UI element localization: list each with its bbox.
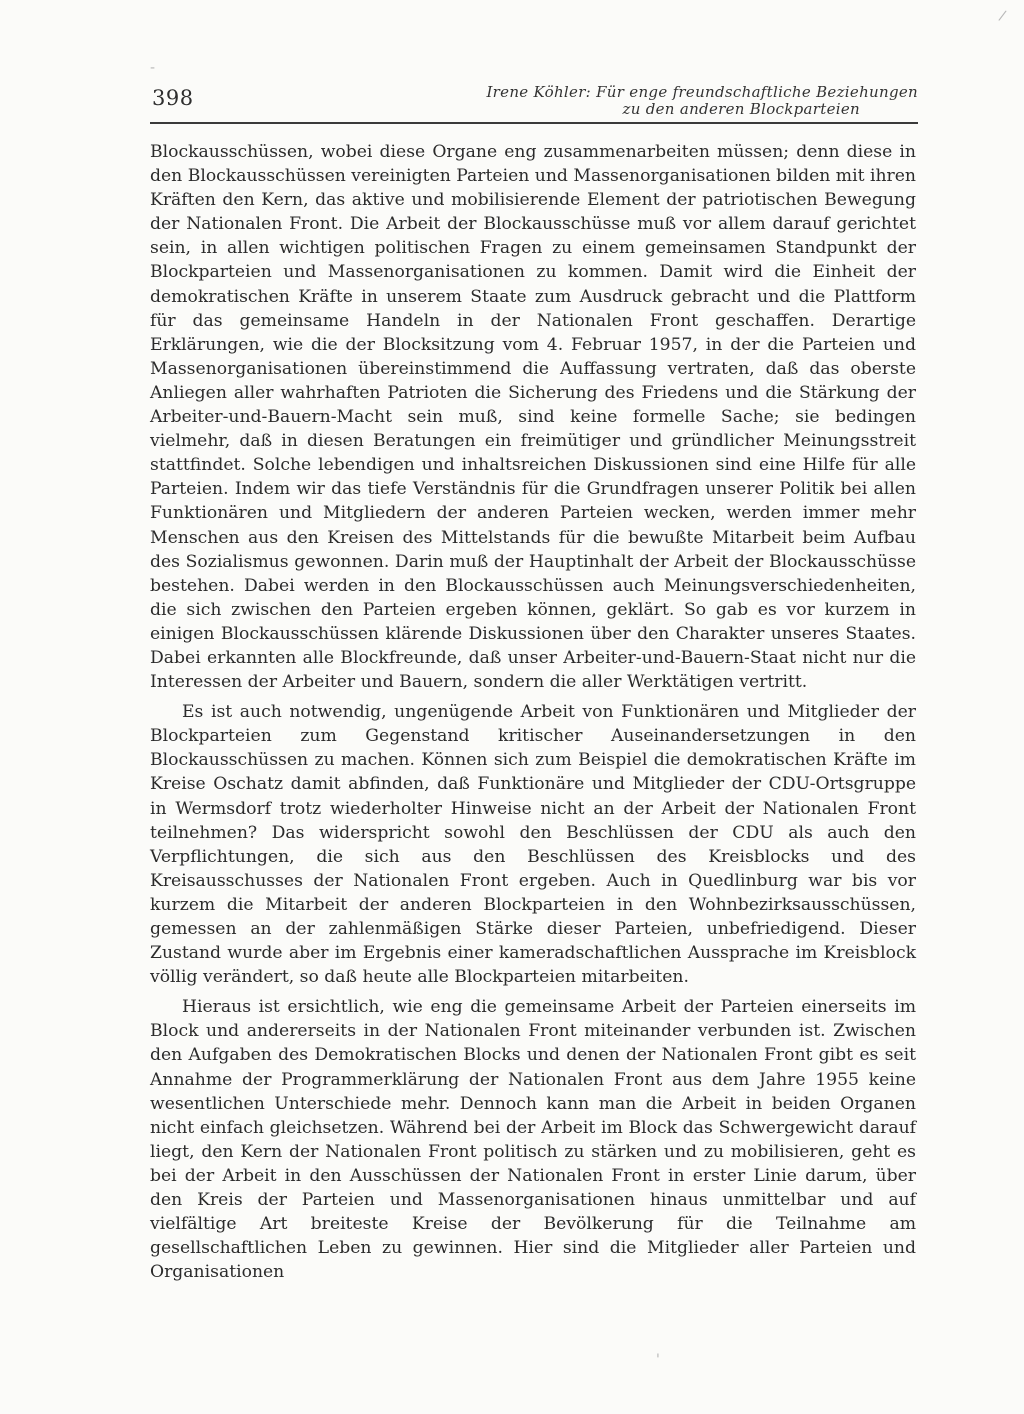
paragraph-2: Es ist auch notwendig, ungenügende Arbeit von Funktionären und Mitglieder der Blockparteien zum Gegenstand kritischer Auseinandersetzungen in den Blockausschüssen zu machen. Können sich zum Beispiel die demokratischen Kräfte im Kreise Oschatz damit abfinden, daß Funktionäre und Mitglieder der CDU-Ortsgruppe in Wermsdorf trotz wiederholter Hinweise nicht an der Arbeit der Nationalen Front teilnehmen? Das widerspricht sowohl den Beschlüssen der CDU als auch den Verpflichtungen, die sich aus den Beschlüssen des Kreisblocks und des Kreisausschusses der Nationalen Front ergeben. Auch in Quedlinburg war bis vor kurzem die Mitarbeit der anderen Blockparteien in den Wohnbezirksausschüssen, gemessen an der zahlenmäßigen Stärke dieser Parteien, unbefriedigend. Dieser Zustand wurde aber im Ergebnis einer kameradschaftlichen Aussprache im Kreisblock völlig verändert, so daß heute alle Blockparteien mitarbeiten. — [150, 702, 916, 988]
header-rule — [150, 122, 918, 124]
paragraph-3: Hieraus ist ersichtlich, wie eng die gemeinsame Arbeit der Parteien einerseits im Block und andererseits in der Nationalen Front miteinander verbunden ist. Zwischen den Aufgaben des Demokratischen Blocks und denen der Nationalen Front gibt es seit Annahme der Programmerklärung der Nationalen Front aus dem Jahre 1955 keine wesentlichen Unterschiede mehr. Dennoch kann man die Arbeit in beiden Organen nicht einfach gleichsetzen. Während bei der Arbeit im Block das Schwergewicht darauf liegt, den Kern der Nationalen Front politisch zu stärken und zu mobilisieren, geht es bei der Arbeit in den Ausschüssen der Nationalen Front in erster Linie darum, über den Kreis der Parteien und Massenorganisationen hinaus unmittelbar und auf vielfältige Art breiteste Kreise der Bevölkerung für die Teilnahme am gesellschaftlichen Leben zu gewinnen. Hier sind die Mitglieder aller Parteien und Organisationen — [150, 997, 916, 1283]
page-number: 398 — [152, 86, 194, 110]
body-text — [150, 140, 916, 1290]
paragraph-1: Blockausschüssen, wobei diese Organe eng zusammenarbeiten müssen; denn diese in den Blockausschüssen vereinigten Parteien und Massenorganisationen bilden mit ihren Kräften den Kern, das aktive und mobilisierende Element der patriotischen Bewegung der Nationalen Front. Die Arbeit der Blockausschüsse muß vor allem darauf gerichtet sein, in allen wichtigen politischen Fragen zu einem gemeinsamen Standpunkt der Blockparteien und Massenorganisationen zu kommen. Damit wird die Einheit der demokratischen Kräfte in unserem Staate zum Ausdruck gebracht und die Plattform für das gemeinsame Handeln in der Nationalen Front geschaffen. Derartige Erklärungen, wie die der Blocksitzung vom 4. Februar 1957, in der die Parteien und Massenorganisationen übereinstimmend die Auffassung vertraten, daß das oberste Anliegen aller wahrhaften Patrioten die Sicherung des Friedens und die Stärkung der Arbeiter-und-Bauern-Macht sein muß, sind keine formelle Sache; sie bedingen vielmehr, daß in diesen Beratungen ein freimütiger und gründlicher Meinungsstreit stattfindet. Solche lebendigen und inhaltsreichen Diskussionen sind eine Hilfe für alle Parteien. Indem wir das tiefe Verständnis für die Grundfragen unserer Politik bei allen Funktionären und Mitgliedern der anderen Parteien wecken, werden immer mehr Menschen aus den Kreisen des Mittelstands für die bewußte Mitarbeit beim Aufbau des Sozialismus gewonnen. Darin muß der Hauptinhalt der Arbeit der Blockausschüsse bestehen. Dabei werden in den Blockausschüssen auch Meinungsverschiedenheiten, die sich zwischen den Parteien ergeben können, geklärt. So gab es vor kurzem in einigen Blockausschüssen klärende Diskussionen über den Charakter unseres Staates. Dabei erkannten alle Blockfreunde, daß unser Arbeiter-und-Bauern-Staat nicht nur die Interessen der Arbeiter und Bauern, sondern die aller Werktätigen vertritt. — [150, 142, 916, 693]
scan-speck: - — [150, 60, 156, 76]
scan-speck: ' — [656, 1352, 660, 1368]
running-head — [358, 84, 918, 118]
scan-scratch: / — [997, 7, 1008, 25]
running-head-line-1: Irene Köhler: Für enge freundschaftliche Beziehungen — [486, 83, 918, 101]
running-head-line-2: zu den anderen Blockparteien — [622, 100, 860, 118]
